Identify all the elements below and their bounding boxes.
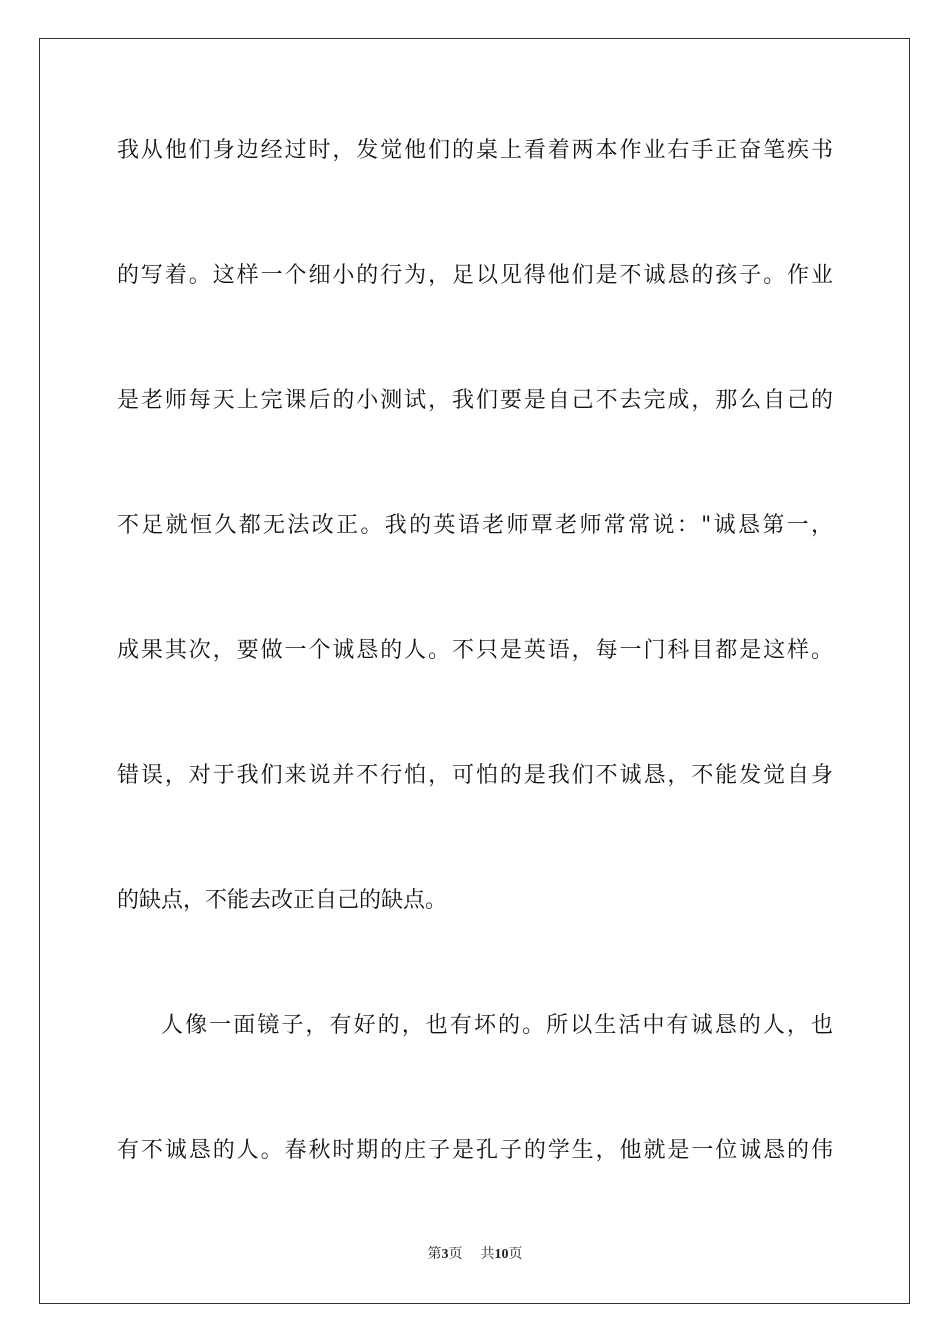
page-footer	[0, 1245, 950, 1265]
paragraph-line-1: 我从他们身边经过时，发觉他们的桌上看着两本作业右手正奋笔疾书	[117, 138, 833, 163]
footer-page-suffix: 页	[448, 1247, 463, 1262]
footer-total-suffix: 页	[508, 1247, 523, 1262]
footer-page-number: 3	[441, 1247, 449, 1262]
paragraph-line-2: 的写着。这样一个细小的行为，足以见得他们是不诚恳的孩子。作业	[117, 263, 833, 288]
footer-page-prefix: 第	[427, 1247, 442, 1262]
paragraph-line-8: 人像一面镜子，有好的，也有坏的。所以生活中有诚恳的人，也	[161, 1013, 833, 1038]
page-border	[39, 38, 910, 1304]
paragraph-line-5: 成果其次，要做一个诚恳的人。不只是英语，每一门科目都是这样。	[117, 638, 833, 663]
paragraph-line-4: 不足就恒久都无法改正。我的英语老师覃老师常常说："诚恳第一，	[117, 513, 833, 538]
paragraph-line-3: 是老师每天上完课后的小测试，我们要是自己不去完成，那么自己的	[117, 388, 833, 413]
paragraph-line-6: 错误，对于我们来说并不行怕，可怕的是我们不诚恳，不能发觉自身	[117, 763, 833, 788]
paragraph-line-7: 的缺点，不能去改正自己的缺点。	[117, 888, 448, 913]
footer-total-number: 10	[494, 1247, 509, 1262]
paragraph-line-9: 有不诚恳的人。春秋时期的庄子是孔子的学生，他就是一位诚恳的伟	[117, 1138, 833, 1163]
footer-total-prefix: 共	[480, 1247, 495, 1262]
